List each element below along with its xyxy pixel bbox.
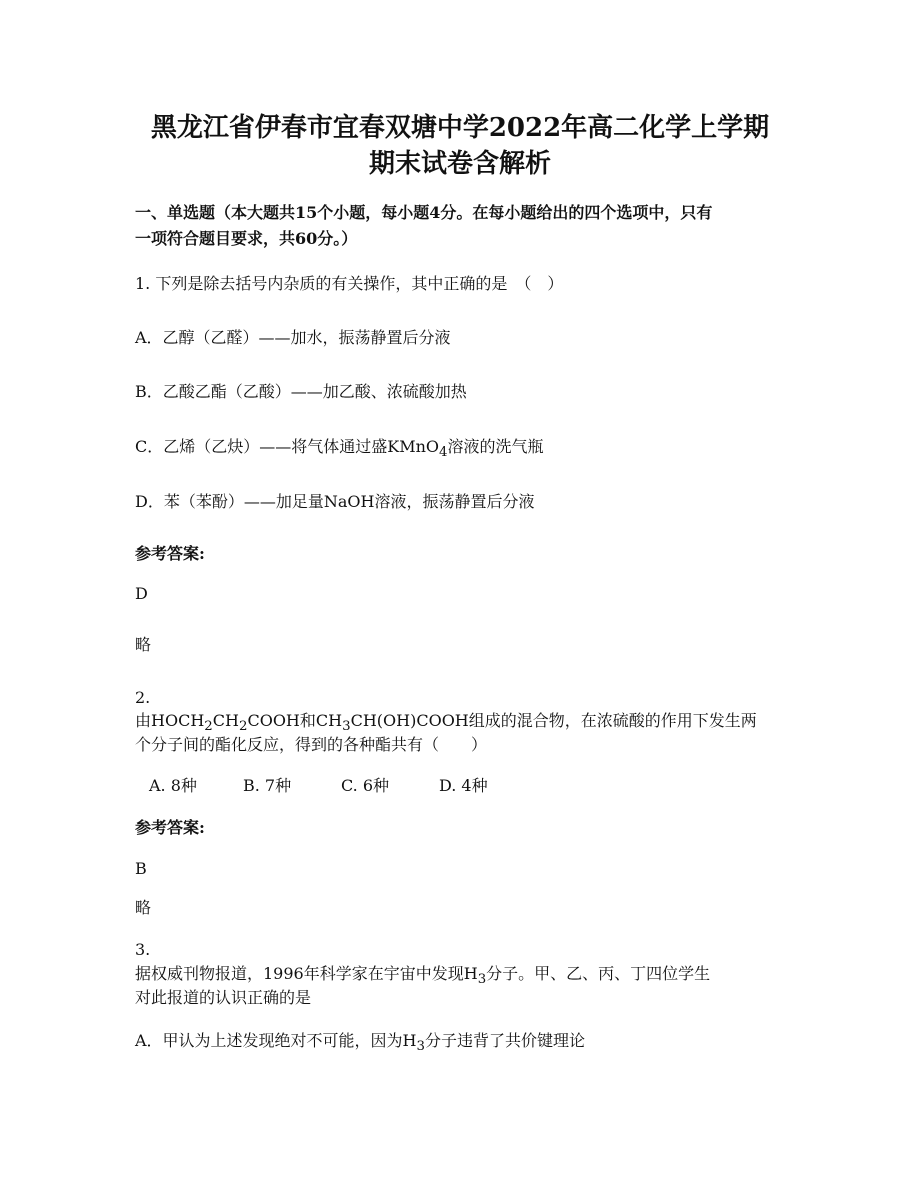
q3-number: 3. (135, 940, 151, 959)
q3-option-a-subscript: 3 (416, 1039, 425, 1055)
q2-explanation: 略 (135, 898, 152, 917)
q1-option-a: A．乙醇（乙醛）——加水，振荡静置后分液 (135, 328, 451, 347)
q3-text-1: 据权威刊物报道，1996年科学家在宇宙中发现H (135, 964, 478, 983)
q2-answer: B (135, 859, 147, 878)
q2-option-a: A. 8种 (149, 776, 197, 795)
q1-option-c (135, 435, 544, 465)
q3-subscript: 3 (477, 972, 487, 988)
q1-answer: D (135, 584, 148, 603)
q2-text-3: COOH和CH (247, 711, 343, 730)
q2-text-4: CH(OH)COOH组成的混合物，在浓硫酸的作用下发生两 (350, 711, 757, 730)
q1-explanation: 略 (135, 635, 152, 654)
section-heading-line-2: 一项符合题目要求，共60分。） (135, 229, 358, 248)
q2-options (149, 774, 488, 798)
q2-option-c: C. 6种 (341, 776, 390, 795)
q3-stem-line-2: 对此报道的认识正确的是 (135, 988, 312, 1007)
q2-number: 2. (135, 688, 151, 707)
q2-subscript-2: 2 (238, 719, 248, 735)
q3-text-2: 分子。甲、乙、丙、丁四位学生 (486, 964, 711, 983)
q2-option-b: B. 7种 (243, 776, 292, 795)
q2-answer-label: 参考答案: (135, 818, 205, 837)
q3-option-a-text: A．甲认为上述发现绝对不可能，因为H (135, 1031, 417, 1050)
q1-option-c-text: C．乙烯（乙炔）——将气体通过盛KMnO (135, 437, 440, 456)
q2-stem-line-2: 个分子间的酯化反应，得到的各种酯共有（ ） (135, 735, 488, 754)
q1-stem: 1. 下列是除去括号内杂质的有关操作，其中正确的是 （ ） (135, 274, 564, 293)
q1-option-c-subscript: 4 (439, 445, 448, 461)
q1-option-d: D．苯（苯酚）——加足量NaOH溶液，振荡静置后分液 (135, 492, 535, 511)
q2-text-2: CH (212, 711, 239, 730)
q1-option-c-text-end: 溶液的洗气瓶 (447, 437, 544, 456)
q3-option-a (135, 1029, 585, 1059)
q2-subscript-1: 2 (204, 719, 213, 735)
q1-answer-label: 参考答案: (135, 544, 205, 563)
q2-subscript-3: 3 (342, 719, 351, 735)
q2-option-d: D. 4种 (439, 776, 488, 795)
q1-option-b: B．乙酸乙酯（乙酸）——加乙酸、浓硫酸加热 (135, 382, 467, 401)
document-title-line-2: 期末试卷含解析 (368, 149, 551, 179)
section-heading-line-1: 一、单选题（本大题共15个小题，每小题4分。在每小题给出的四个选项中，只有 (135, 203, 713, 222)
document-title-line-1: 黑龙江省伊春市宜春双塘中学2022年高二化学上学期 (150, 113, 770, 143)
q2-text-1: 由HOCH (135, 711, 205, 730)
q3-option-a-text-end: 分子违背了共价键理论 (425, 1031, 586, 1050)
